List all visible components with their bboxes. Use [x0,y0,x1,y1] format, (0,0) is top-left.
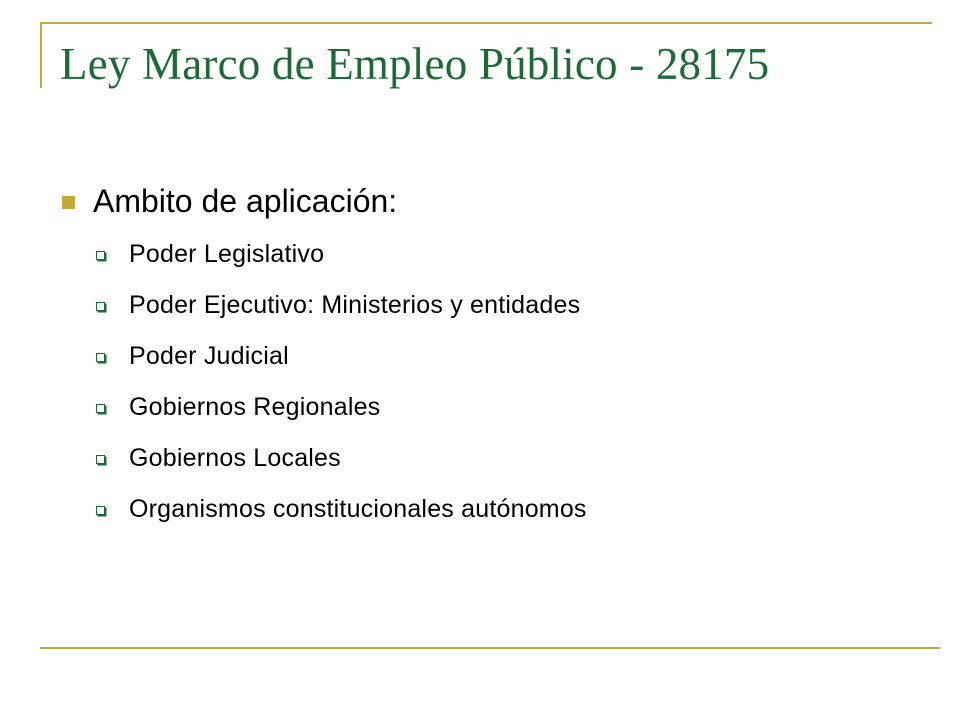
hollow-square-bullet-icon [96,353,105,362]
top-horizontal-rule [40,22,932,24]
hollow-square-bullet-icon [96,302,105,311]
hollow-square-bullet-icon [96,455,105,464]
list-item [96,280,587,331]
list-item [96,331,587,382]
list-item-text: Organismos constitucionales autónomos [129,495,587,523]
main-bullet-item [62,183,397,220]
hollow-square-bullet-icon [96,404,105,413]
bottom-horizontal-rule [40,647,940,649]
list-item-text: Gobiernos Regionales [129,393,381,421]
list-item [96,433,587,484]
hollow-square-bullet-icon [96,506,105,515]
sub-bullet-list [96,229,587,535]
list-item-text: Poder Legislativo [129,240,325,268]
slide-title: Ley Marco de Empleo Público - 28175 [60,39,770,89]
list-item [96,484,587,535]
list-item [96,229,587,280]
list-item-text: Gobiernos Locales [129,444,341,472]
list-item [96,382,587,433]
square-bullet-icon [62,196,75,209]
list-item-text: Poder Ejecutivo: Ministerios y entidades [129,291,581,319]
hollow-square-bullet-icon [96,251,105,260]
list-item-text: Poder Judicial [129,342,289,370]
main-bullet-text: Ambito de aplicación: [93,183,398,219]
top-vertical-rule [40,22,42,88]
